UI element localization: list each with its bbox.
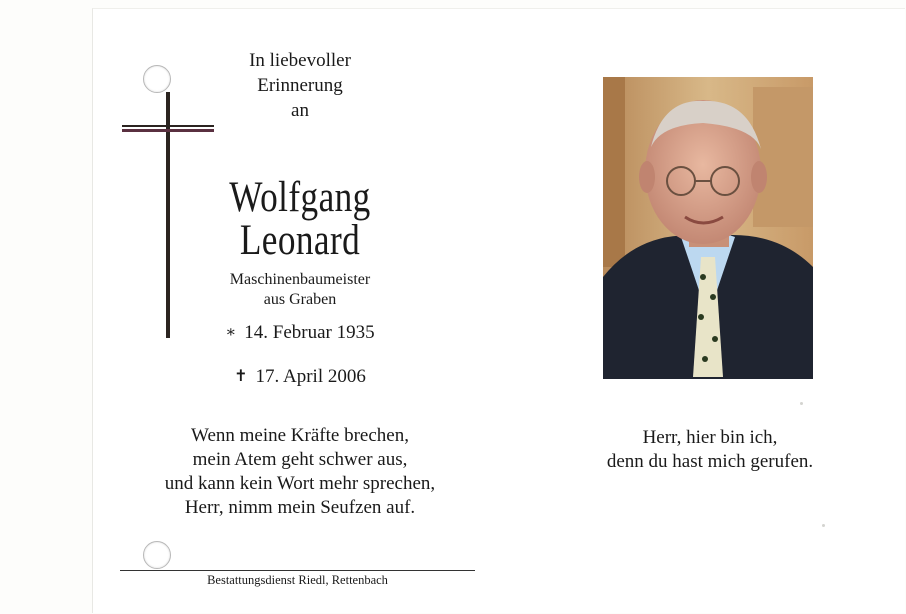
heading-line-2: Erinnerung [257,75,343,96]
birth-star-icon: ∗ [225,324,237,341]
poem-line-4: Herr, nimm mein Seufzen auf. [184,497,416,518]
cross-horizontal-bar [122,125,214,127]
heading-line-1: In liebevoller [249,50,351,71]
cross-horizontal-accent [122,129,214,132]
hometown: aus Graben [263,291,337,308]
poem-line-2: mein Atem geht schwer aus, [192,449,408,470]
occupation [180,270,420,310]
death-date-line [180,366,420,388]
memorial-poem [120,424,480,520]
portrait-photo [603,77,813,379]
birth-date: 14. Februar 1935 [244,322,375,343]
paper-speck [800,402,803,405]
death-date: 17. April 2006 [255,366,366,387]
funeral-home: Bestattungsdienst Riedl, Rettenbach [207,573,388,587]
heading-line-3: an [291,100,309,121]
punch-hole-top [143,65,171,93]
last-name: Leonard [239,217,361,264]
portrait-illustration [603,77,813,379]
first-name: Wolfgang [229,174,371,221]
poem-line-3: und kann kein Wort mehr sprechen, [164,473,436,494]
occupation-title: Maschinenbaumeister [229,271,371,288]
memorial-heading [180,48,420,123]
verse-line-2: denn du hast mich gerufen. [606,451,814,472]
footer-divider [120,570,475,571]
bible-verse [560,426,860,474]
poem-line-1: Wenn meine Kräfte brechen, [191,425,409,446]
verse-line-1: Herr, hier bin ich, [642,427,778,448]
birth-date-line [180,322,420,344]
paper-speck [822,524,825,527]
death-cross-icon: ✝ [234,368,248,385]
punch-hole-bottom [143,541,171,569]
deceased-name [202,176,399,262]
